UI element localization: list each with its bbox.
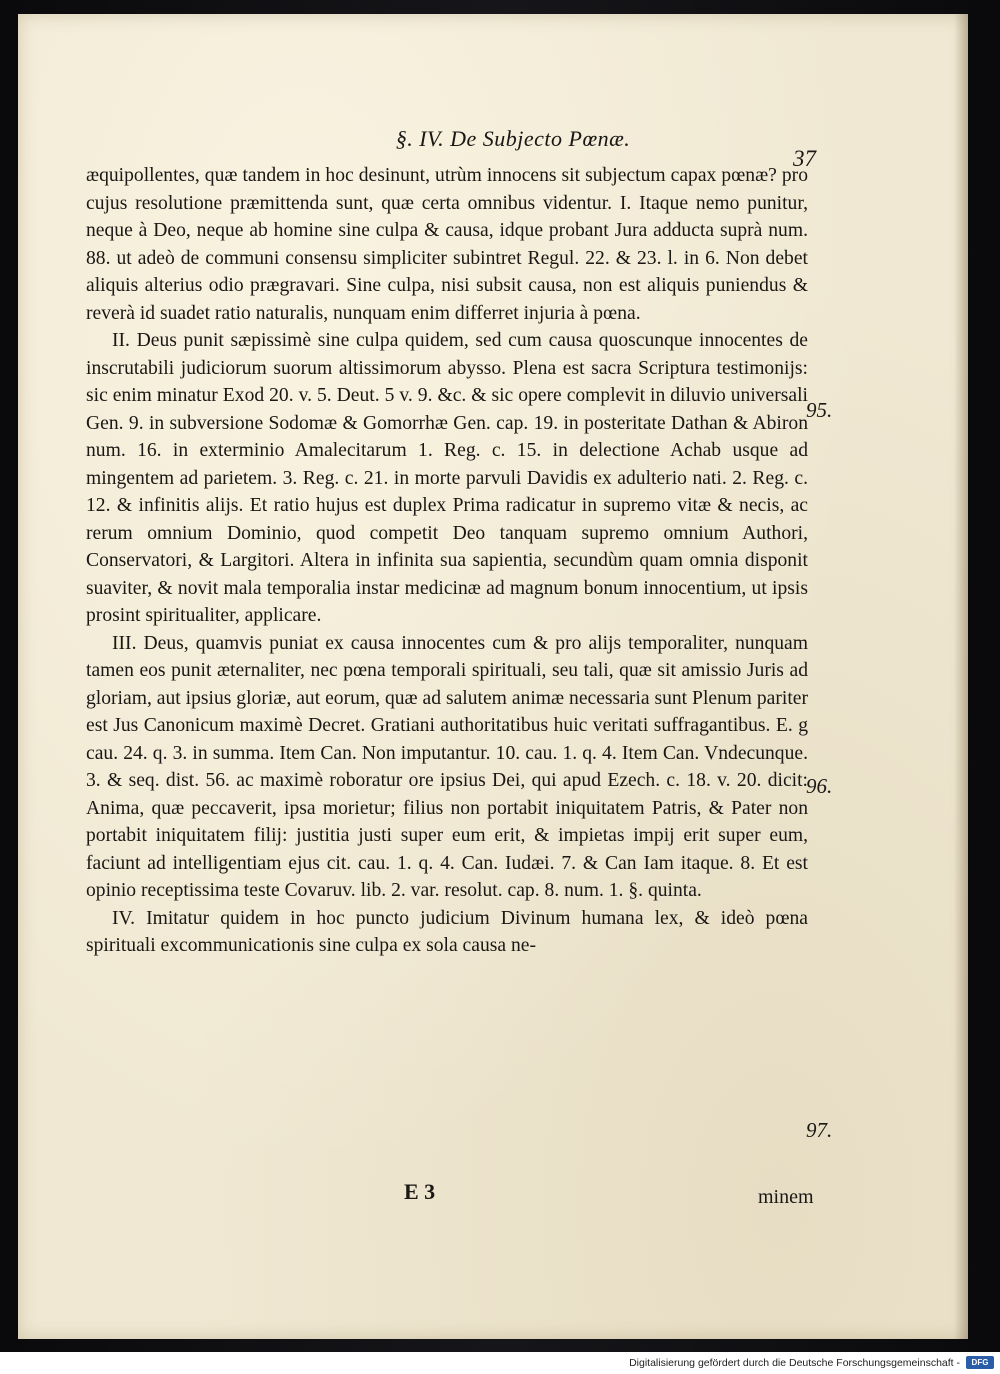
signature-mark: E 3 [404,1179,436,1204]
paragraph-1: æquipollentes, quæ tandem in hoc desinunt, utrùm innocens sit subjectum capax pœnæ? pro cujus resolutione præmittenda sunt, quæ certa omnibus videntur. I. Itaque nemo punitur, neque à Deo, neque ab homine sine culpa & causa, idque probant Jura adducta suprà num. 88. ut adeò de communi consensu simpliciter subintret Regul. 22. & 23. l. in 6. Non debet aliquis alterius odio prægravari. Sine culpa, nisi subsit causa, non est aliquis puniendus & reverà id suadet ratio naturalis, nunquam enim differret injuria à pœna. [86,165,808,324]
margin-number-97: 97. [806,1118,833,1142]
margin-number-96: 96. [806,774,833,798]
footer-bar [0,1352,1000,1374]
page-edge-shadow [954,14,968,1339]
book-page [18,14,968,1339]
paragraph-3: III. Deus, quamvis puniat ex causa innocentes cum & pro alijs temporaliter, nunquam tamen eos punit æternaliter, nec pœna temporali spirituali, seu tali, quæ sit amissio Juris ad gloriam, aut ipsius gloriæ, aut eorum, quæ ad salutem animæ necessaria sunt Plenum pariter est Jus Canonicum maximè Decret. Gratiani authoritatibus huic veritati suffragantibus. E. g cau. 24. q. 3. in summa. Item Can. Non imputantur. 10. cau. 1. q. 4. Item Can. Vndecunque. 3. & seq. dist. 56. ac maximè roboratur ore ipsius Dei, qui apud Ezech. c. 18. v. 20. dicit: Anima, quæ peccaverit, ipsa morietur; filius non portabit iniquitatem Patris, & Pater non portabit iniquitatem filij: justitia justi super eum erit, & impietas impij erit super eum, faciunt ad intelligentiam ejus cit. cau. 1. q. 4. Can. Iudæi. 7. & Can Iam itaque. 8. Et est opinio receptissima teste Covaruv. lib. 2. var. resolut. cap. 8. num. 1. §. quinta. [86,632,808,901]
paragraph-2: II. Deus punit sæpissimè sine culpa quidem, sed cum causa quoscunque innocentes de inscrutabili judiciorum suorum altissimorum abysso. Plena est sacra Scriptura testimonijs: sic enim minatur Exod 20. v. 5. Deut. 5 v. 9. &c. & sic opere complevit in diluvio universali Gen. 9. in subversione Sodomæ & Gomorrhæ Gen. cap. 19. in posteritate Dathan & Abiron num. 16. in exterminio Amalecitarum 1. Reg. c. 15. in delectione Achab usque ad mingentem ad parietem. 3. Reg. c. 21. in morte parvuli Davidis ex adulterio nati. 2. Reg. c. 12. & infinitis alijs. Et ratio hujus est duplex Prima radicatur in supremo vitæ & necis, ac rerum omnium Dominio, quod competit Deo tanquam supremo omnium Authori, Conservatori, & Largitori. Altera in infinita sua sapientia, secundùm quam omnia disponit suaviter, & novit mala temporalia instar medicinæ ad magnum bonum innocentium, ut ipsis prosint spiritualiter, applicare. [86,330,808,626]
paragraph-4: IV. Imitatur quidem in hoc puncto judicium Divinum humana lex, & ideò pœna spirituali excommunicationis sine culpa ex sola causa ne- [86,907,808,956]
running-head: §. IV. De Subjecto Pœnæ. [395,126,631,151]
page-number: 37 [793,146,816,171]
dfg-logo-icon: DFG [966,1356,994,1369]
funding-notice: Digitalisierung gefördert durch die Deutsche Forschungsgemeinschaft - [629,1357,960,1369]
margin-number-95: 95. [806,398,833,422]
catchword: minem [758,1186,814,1208]
body-text [86,162,808,960]
